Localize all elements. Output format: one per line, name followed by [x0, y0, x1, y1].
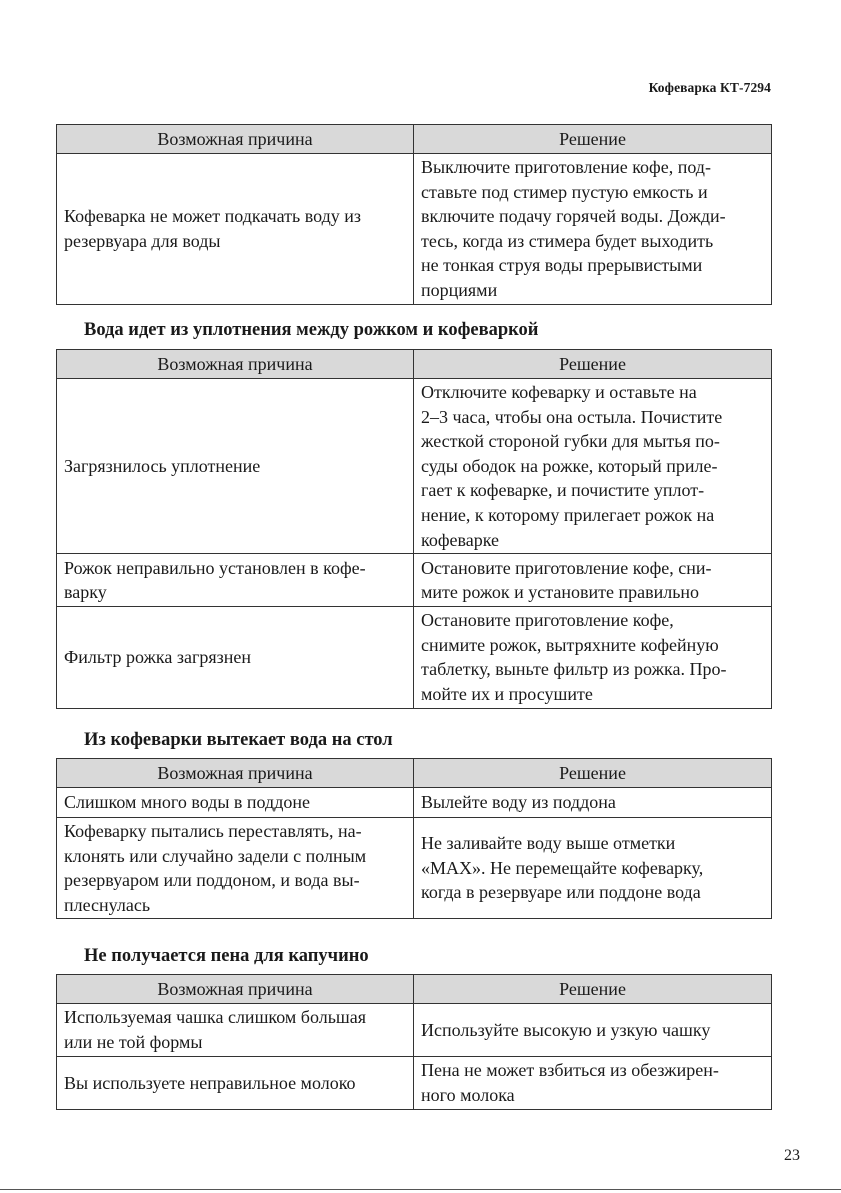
solution-line: нение, к которому прилегает рожок на — [421, 504, 715, 525]
solution-cell — [414, 818, 772, 919]
cause-cell: Слишком много воды в поддоне — [57, 788, 414, 818]
table-row — [57, 788, 772, 818]
solution-line: суды ободок на рожке, который приле- — [421, 455, 718, 476]
solution-line: жесткой стороной губки для мытья по- — [421, 431, 720, 452]
table-row — [57, 554, 772, 607]
table-row — [57, 607, 772, 708]
cause-line: или не той формы — [64, 1032, 203, 1052]
cause-line: Используемая чашка слишком большая — [64, 1007, 367, 1028]
troubleshooting-table-1 — [56, 124, 772, 305]
solution-line: включите подачу горячей воды. Дожди- — [421, 206, 726, 227]
table-header-row — [57, 125, 772, 154]
cause-cell — [57, 818, 414, 919]
solution-cell — [414, 154, 772, 305]
bottom-rule — [0, 1189, 841, 1190]
solution-cell: Используйте высокую и узкую чашку — [414, 1004, 772, 1057]
cause-line: варку — [64, 582, 107, 603]
cause-cell — [57, 554, 414, 607]
cause-column-header: Возможная причина — [57, 350, 414, 379]
solution-cell — [414, 379, 772, 554]
solution-line: тесь, когда из стимера будет выходить — [421, 230, 714, 251]
section-title: Из кофеварки вытекает вода на стол — [84, 730, 393, 750]
page-header-title: Кофеварка КТ-7294 — [648, 80, 771, 95]
cause-cell: Кофеварка не может подкачать воду из резервуара для воды — [57, 154, 414, 305]
cause-cell: Фильтр рожка загрязнен — [57, 607, 414, 708]
solution-cell: Вылейте воду из поддона — [414, 788, 772, 818]
solution-line: снимите рожок, вытряхните кофейную — [421, 634, 719, 655]
solution-line: Пена не может взбиться из обезжирен- — [421, 1060, 719, 1081]
table-header-row — [57, 975, 772, 1004]
solution-line: таблетку, выньте фильтр из рожка. Про- — [421, 659, 727, 680]
solution-line: Остановите приготовление кофе, — [421, 610, 674, 631]
solution-line: ного молока — [421, 1085, 515, 1105]
solution-cell — [414, 554, 772, 607]
solution-line: «MAX». Не перемещайте кофеварку, — [421, 857, 704, 878]
solution-line: мойте их и просушите — [421, 683, 593, 704]
cause-line: Рожок неправильно установлен в кофе- — [64, 557, 366, 578]
cause-column-header: Возможная причина — [57, 759, 414, 788]
troubleshooting-table-2 — [56, 349, 772, 709]
solution-line: Выключите приготовление кофе, под- — [421, 157, 711, 177]
solution-line: Отключите кофеварку и оставьте на — [421, 382, 697, 402]
solution-column-header: Решение — [414, 975, 772, 1004]
solution-line: когда в резервуаре или поддоне вода — [421, 882, 701, 903]
solution-column-header: Решение — [414, 759, 772, 788]
cause-line: клонять или случайно задели с полным — [64, 845, 367, 866]
section-title: Не получается пена для капучино — [84, 946, 369, 966]
solution-column-header: Решение — [414, 350, 772, 379]
table-row — [57, 379, 772, 554]
solution-line: не тонкая струя воды прерывистыми — [421, 255, 703, 276]
solution-line: Остановите приготовление кофе, сни- — [421, 557, 712, 578]
solution-line: Не заливайте воду выше отметки — [421, 833, 676, 854]
solution-cell — [414, 1057, 772, 1110]
solution-line: 2–3 часа, чтобы она остыла. Почистите — [421, 406, 723, 427]
cause-line: плеснулась — [64, 894, 151, 915]
solution-line: гает к кофеварке, и почистите уплот- — [421, 480, 705, 501]
cause-column-header: Возможная причина — [57, 975, 414, 1004]
cause-cell: Загрязнилось уплотнение — [57, 379, 414, 554]
section-title: Вода идет из уплотнения между рожком и кофеваркой — [84, 320, 539, 340]
solution-column-header: Решение — [414, 125, 772, 154]
page-number: 23 — [784, 1147, 800, 1164]
table-header-row — [57, 759, 772, 788]
table-row — [57, 1057, 772, 1110]
troubleshooting-table-3 — [56, 758, 772, 919]
cause-line: резервуаром или поддоном, и вода вы- — [64, 870, 360, 891]
cause-column-header: Возможная причина — [57, 125, 414, 154]
table-row — [57, 1004, 772, 1057]
cause-cell — [57, 1004, 414, 1057]
solution-cell — [414, 607, 772, 708]
cause-line: Кофеварку пытались переставлять, на- — [64, 821, 362, 841]
table-header-row — [57, 350, 772, 379]
troubleshooting-table-4 — [56, 974, 772, 1110]
solution-line: ставьте под стимер пустую емкость и — [421, 181, 708, 202]
solution-line: кофеварке — [421, 529, 500, 550]
solution-line: мите рожок и установите правильно — [421, 582, 700, 603]
solution-line: порциями — [421, 279, 498, 300]
table-row — [57, 154, 772, 305]
cause-cell: Вы используете неправильное молоко — [57, 1057, 414, 1110]
table-row — [57, 818, 772, 919]
